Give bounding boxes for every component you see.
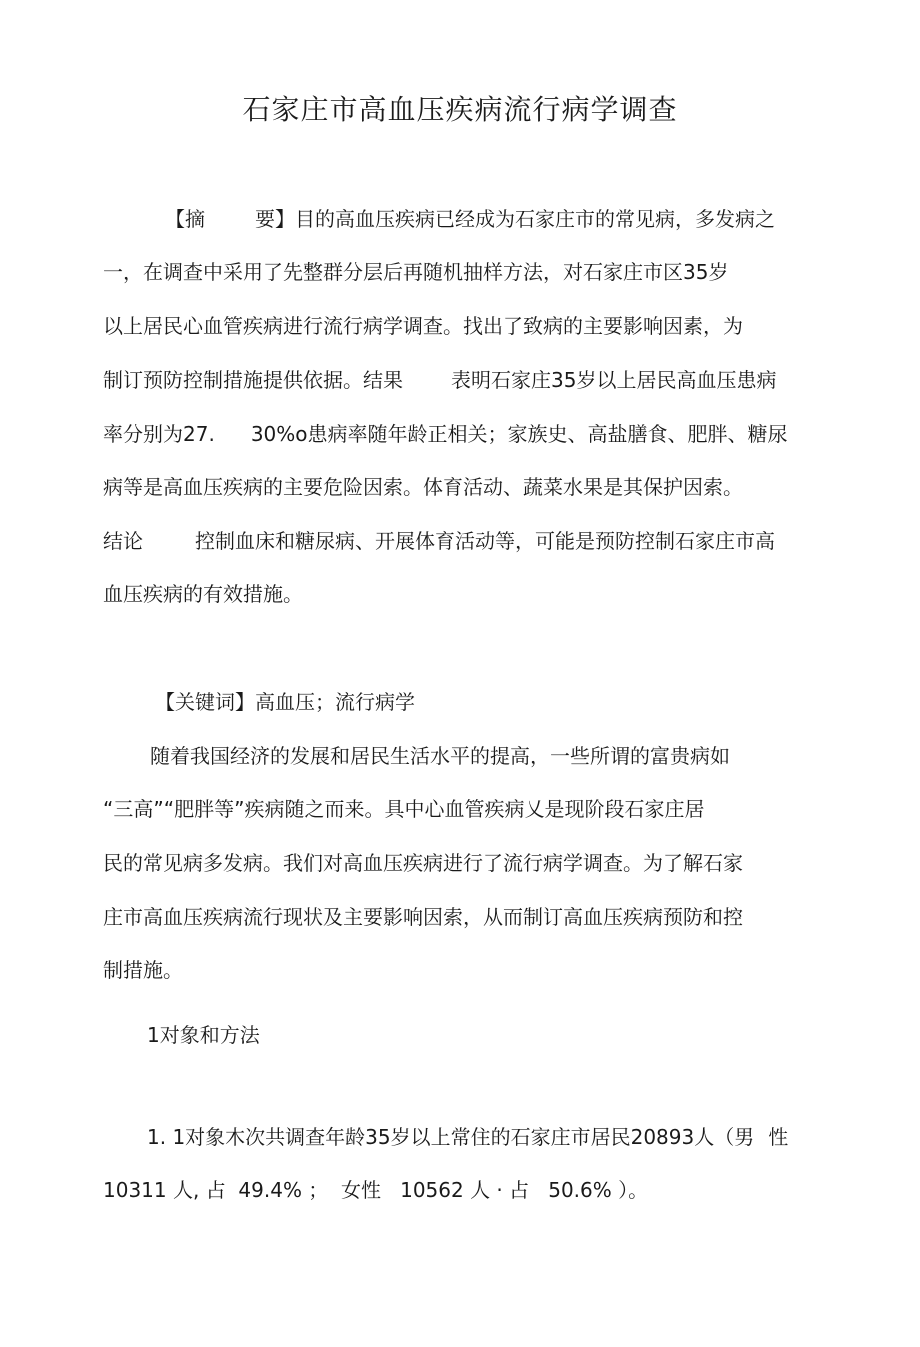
subsection-line-1-text: 1. 1对象木次共调查年龄35岁以上常住的石家庄市居民20893人（男 bbox=[147, 1125, 755, 1149]
abstract-line-4 bbox=[103, 366, 776, 394]
abstract-line-6: 病等是高血压疾病的主要危险因索。体育活动、蔬菜水果是其保护因索。 bbox=[103, 475, 743, 499]
abstract-line-7-text: 控制血床和糖尿病、开展体育活动等，可能是预防控制石家庄市高 bbox=[195, 529, 775, 553]
abstract-line-5 bbox=[103, 420, 788, 448]
abstract-line-4-text-a: 制订预防控制措施提供依据。结果 bbox=[103, 368, 403, 392]
abstract-line-5-text-b: 30%o患病率随年龄正相关；家族史、高盐膳食、肥胖、糖尿 bbox=[250, 422, 788, 446]
abstract-line-4-text-b: 表明石家庄35岁以上居民高血压患病 bbox=[451, 368, 777, 392]
subsection-line-1 bbox=[147, 1123, 788, 1151]
abstract-line-1 bbox=[165, 205, 775, 233]
abstract-line-3: 以上居民心血管疾病进行流行病学调查。找出了致病的主要影响因素，为 bbox=[103, 314, 743, 338]
abstract-conclusion-label: 结论 bbox=[103, 529, 143, 553]
intro-line-1: 随着我国经济的发展和居民生活水平的提高，一些所谓的富贵病如 bbox=[150, 744, 730, 768]
abstract-line-7 bbox=[103, 527, 775, 555]
keywords-line: 【关键词】高血压；流行病学 bbox=[155, 690, 415, 714]
intro-line-3: 民的常见病多发病。我们对高血压疾病进行了流行病学调查。为了解石家 bbox=[103, 851, 743, 875]
subsection-line-2: 10311 人, 占 49.4% ； 女性 10562 人 · 占 50.6% ）。 bbox=[103, 1178, 649, 1202]
abstract-line-1-text: 要】目的高血压疾病已经成为石家庄市的常见病，多发病之 bbox=[255, 207, 775, 231]
abstract-line-5-text-a: 率分别为27. bbox=[103, 422, 215, 446]
intro-line-5: 制措施。 bbox=[103, 958, 183, 982]
abstract-heading-start: 【摘 bbox=[165, 207, 205, 231]
intro-line-2: “三高”“肥胖等”疾病随之而来。具中心血管疾病乂是现阶段石家庄居 bbox=[103, 797, 705, 821]
section-heading-1: 1对象和方法 bbox=[147, 1023, 260, 1047]
subsection-line-1-tail: 性 bbox=[768, 1125, 789, 1149]
abstract-line-2: 一，在调查中采用了先整群分层后再随机抽样方法，对石家庄市区35岁 bbox=[103, 260, 729, 284]
document-title: 石家庄市高血压疾病流行病学调查 bbox=[242, 93, 678, 126]
intro-line-4: 庄市高血压疾病流行现状及主要影响因索，从而制订高血压疾病预防和控 bbox=[103, 905, 743, 929]
abstract-line-8: 血压疾病的有效措施。 bbox=[103, 582, 303, 606]
